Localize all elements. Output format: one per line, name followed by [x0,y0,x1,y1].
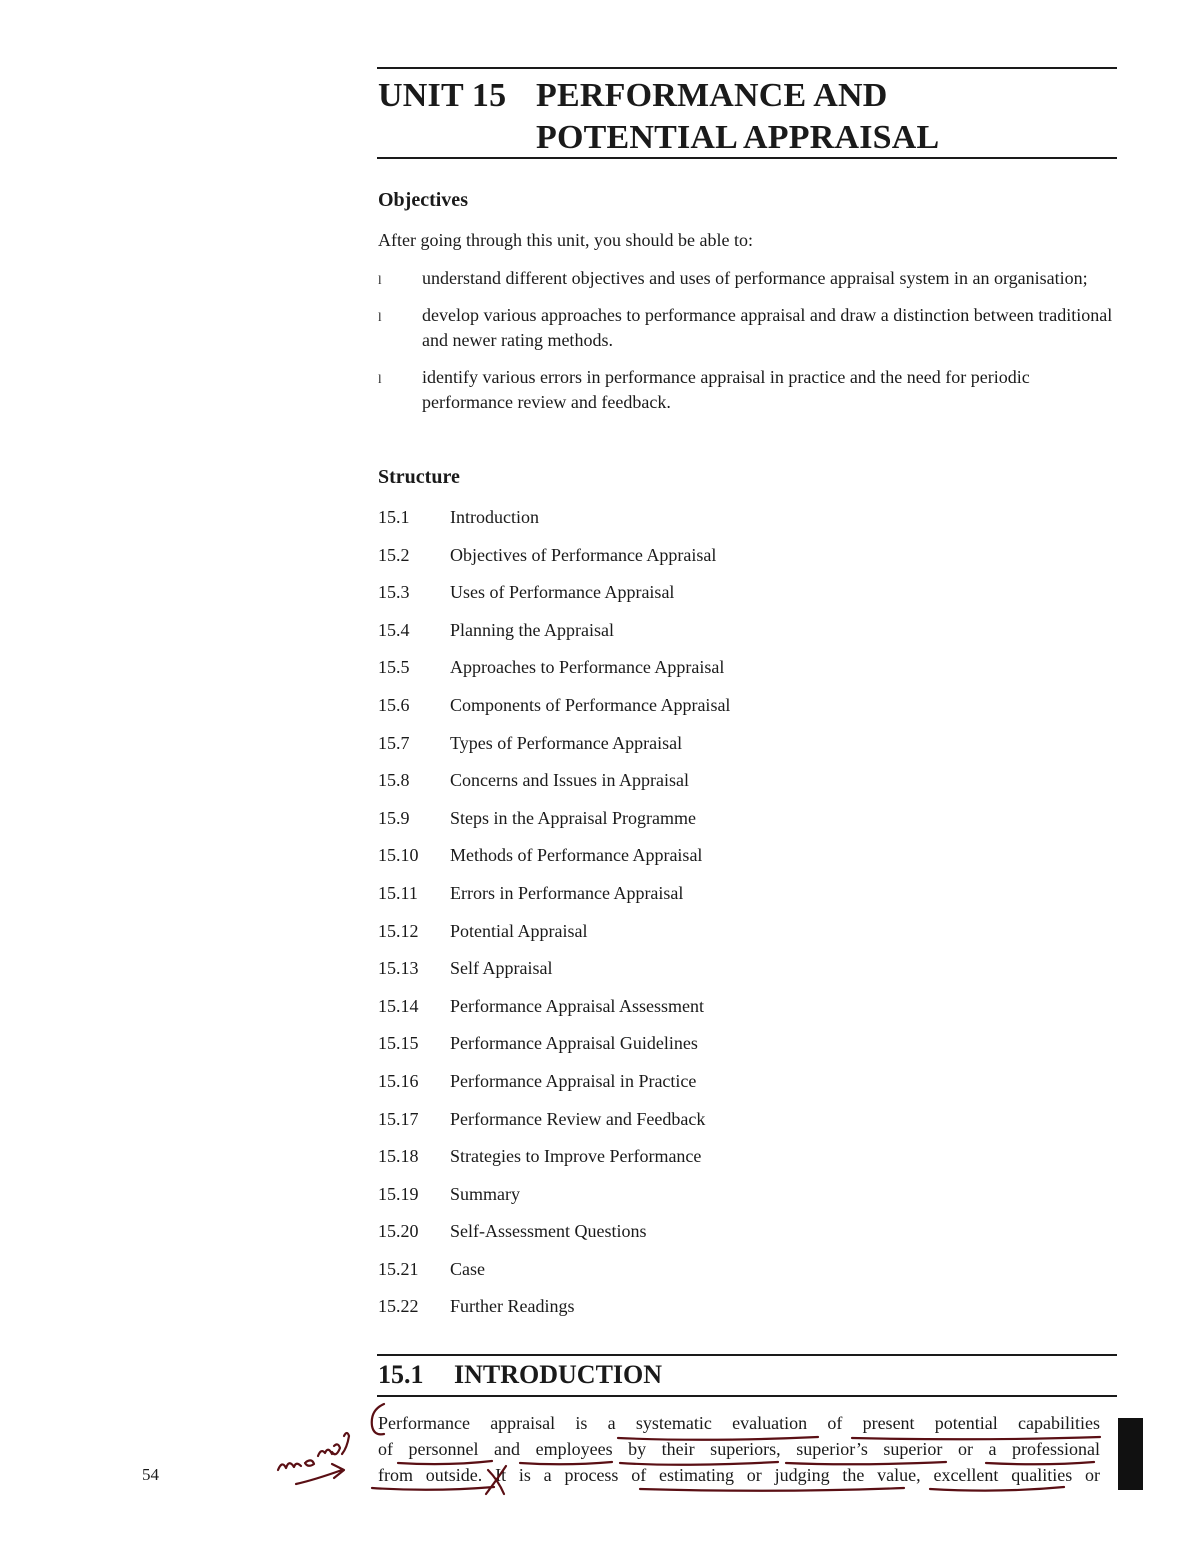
toc-title: Performance Review and Feedback [450,1108,706,1129]
toc-item [378,580,730,618]
paragraph-line: of personnel and employees by their superiors, superior’s superior or a professional [378,1439,1100,1459]
title-bottom-rule [377,157,1117,159]
section-number: 15.1 [378,1360,424,1389]
toc-title: Planning the Appraisal [450,619,614,640]
toc-item [378,731,730,769]
unit-title-line-1: PERFORMANCE AND [536,77,888,114]
top-rule [377,67,1117,69]
toc-number: 15.11 [378,882,418,903]
paragraph-line: from outside. It is a process of estimating or judging the value, excellent qualities or [378,1465,1100,1485]
toc-number: 15.20 [378,1221,419,1242]
toc-item [378,1107,730,1145]
toc-item [378,1069,730,1107]
toc-title: Components of Performance Appraisal [450,694,731,715]
toc-number: 15.22 [378,1296,419,1317]
toc-number: 15.12 [378,920,419,941]
unit-number: UNIT 15 [378,77,507,114]
objective-text: identify various errors in performance appraisal in practice and the need for periodic performance review and feedback. [422,367,1030,412]
toc-title: Performance Appraisal in Practice [450,1070,697,1091]
toc-item [378,881,730,919]
toc-item [378,768,730,806]
toc-number: 15.18 [378,1146,419,1167]
toc-number: 15.14 [378,995,419,1016]
objective-text: develop various approaches to performance appraisal and draw a distinction between traditional and newer rating methods. [422,305,1113,350]
introduction-paragraph [378,1410,1100,1488]
toc-number: 15.17 [378,1108,419,1129]
bullet-icon: l [378,272,382,287]
toc-number: 15.3 [378,582,410,603]
objectives-intro: After going through this unit, you should be able to: [378,230,753,250]
paragraph-line: Performance appraisal is a systematic evaluation of present potential capabilities [378,1413,1100,1433]
toc-title: Strategies to Improve Performance [450,1146,702,1167]
structure-list [378,505,730,1332]
toc-title: Performance Appraisal Assessment [450,995,704,1016]
section-top-rule [377,1354,1117,1356]
objective-text: understand different objectives and uses of performance appraisal system in an organisation; [422,268,1088,288]
toc-title: Objectives of Performance Appraisal [450,544,717,565]
list-item [378,365,1118,415]
toc-number: 15.8 [378,770,410,791]
toc-title: Self-Assessment Questions [450,1221,647,1242]
toc-title: Case [450,1258,485,1279]
list-item [378,303,1118,353]
arrow-icon [296,1464,344,1484]
toc-title: Approaches to Performance Appraisal [450,657,725,678]
toc-item [378,618,730,656]
toc-number: 15.7 [378,732,410,753]
toc-item [378,806,730,844]
toc-title: Summary [450,1183,520,1204]
toc-number: 15.10 [378,845,419,866]
toc-item [378,1294,730,1332]
toc-number: 15.13 [378,958,419,979]
toc-title: Further Readings [450,1296,575,1317]
toc-title: Types of Performance Appraisal [450,732,683,753]
structure-heading: Structure [378,466,460,488]
toc-item [378,919,730,957]
bullet-icon: l [378,309,382,324]
toc-item [378,994,730,1032]
thumb-index-tab [1118,1418,1143,1490]
toc-title: Concerns and Issues in Appraisal [450,770,689,791]
toc-title: Self Appraisal [450,958,553,979]
toc-number: 15.6 [378,694,410,715]
toc-item [378,693,730,731]
list-item [378,266,1118,291]
toc-item [378,1144,730,1182]
toc-item [378,843,730,881]
section-title: INTRODUCTION [454,1360,663,1389]
toc-number: 15.21 [378,1258,419,1279]
toc-number: 15.2 [378,544,410,565]
unit-title-line-2: POTENTIAL APPRAISAL [536,119,940,156]
underline-mark [640,1488,904,1491]
section-heading [378,1360,662,1390]
toc-number: 15.16 [378,1070,419,1091]
toc-title: Errors in Performance Appraisal [450,882,684,903]
toc-item [378,543,730,581]
toc-title: Introduction [450,507,539,527]
toc-item [378,1031,730,1069]
toc-item [378,655,730,693]
toc-item [378,1219,730,1257]
handwritten-note-meaning [278,1433,349,1470]
toc-item [378,956,730,994]
toc-number: 15.4 [378,619,410,640]
bullet-icon: l [378,371,382,386]
toc-title: Performance Appraisal Guidelines [450,1033,698,1054]
toc-number: 15.19 [378,1183,419,1204]
section-bottom-rule [377,1395,1117,1397]
toc-title: Potential Appraisal [450,920,588,941]
toc-item [378,505,730,543]
toc-item [378,1182,730,1220]
objectives-list [378,266,1118,427]
objectives-heading: Objectives [378,189,468,211]
toc-item [378,1257,730,1295]
toc-title: Steps in the Appraisal Programme [450,807,696,828]
toc-number: 15.9 [378,807,410,828]
toc-number: 15.15 [378,1033,419,1054]
page-number: 54 [142,1465,159,1484]
toc-title: Uses of Performance Appraisal [450,582,675,603]
toc-number: 15.1 [378,507,410,527]
toc-number: 15.5 [378,657,410,678]
toc-title: Methods of Performance Appraisal [450,845,703,866]
